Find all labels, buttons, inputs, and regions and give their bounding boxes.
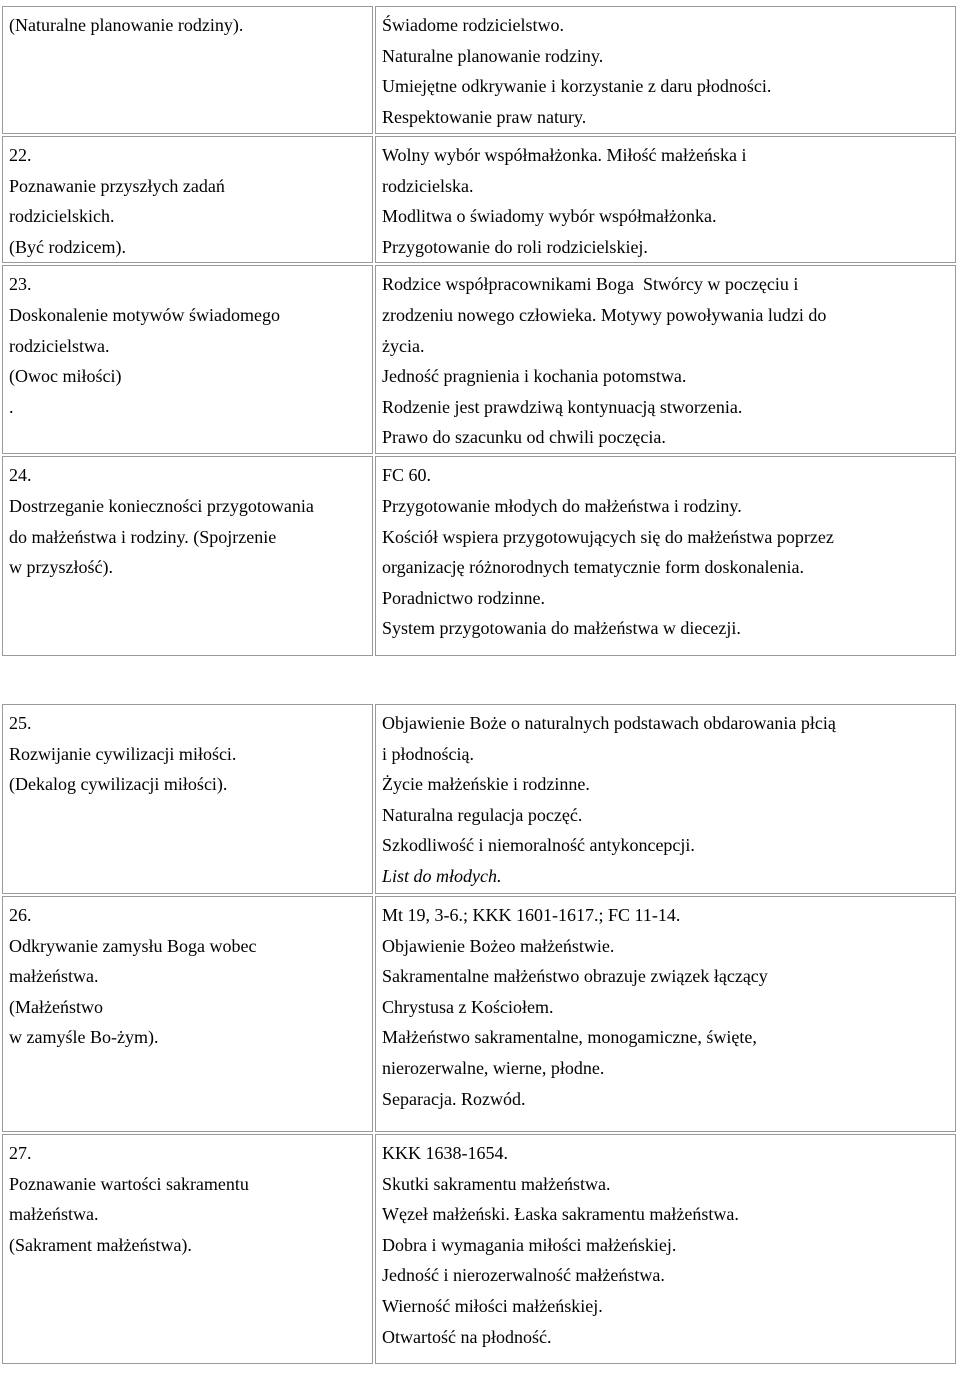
- content-line: Prawo do szacunku od chwili poczęcia.: [382, 427, 666, 448]
- content-line: Mt 19, 3-6.; KKK 1601-1617.; FC 11-14.: [382, 905, 681, 925]
- content-cell: [375, 456, 956, 656]
- content-line: Wierność miłości małżeńskiej.: [382, 1295, 603, 1316]
- content-line: Jedność i nierozerwalność małżeństwa.: [382, 1265, 665, 1286]
- topic-cell: [2, 456, 373, 656]
- content-line: System przygotowania do małżeństwa w diecezji.: [382, 618, 741, 639]
- table-row: [2, 896, 956, 1132]
- content-line: i płodnością.: [382, 743, 474, 764]
- content-cell: [375, 704, 956, 894]
- content-line: rodzicielska.: [382, 175, 474, 196]
- content-line: organizację różnorodnych tematycznie form doskonalenia.: [382, 557, 804, 578]
- content-line: Respektowanie praw natury.: [382, 106, 587, 127]
- topic-line: (Dekalog cywilizacji miłości).: [9, 774, 228, 795]
- content-line: Umiejętne odkrywanie i korzystanie z daru płodności.: [382, 76, 772, 97]
- topic-cell: [2, 896, 373, 1132]
- content-line: Modlitwa o świadomy wybór współmałżonka.: [382, 206, 717, 227]
- content-line: Wolny wybór współmałżonka. Miłość małżeńska i: [382, 145, 747, 165]
- content-line-italic: List do młodych.: [382, 865, 502, 886]
- topic-line: (Być rodzicem).: [9, 236, 126, 257]
- table-row: [2, 136, 956, 263]
- content-line: Naturalna regulacja poczęć.: [382, 804, 583, 825]
- table-row: [2, 456, 956, 656]
- topic-line: 23.: [9, 274, 32, 295]
- content-line: Jedność pragnienia i kochania potomstwa.: [382, 366, 687, 387]
- content-line: Objawienie Boże o naturalnych podstawach obdarowania płcią: [382, 713, 836, 733]
- content-cell: [375, 136, 956, 263]
- topic-line: do małżeństwa i rodziny. (Spojrzenie: [9, 526, 277, 547]
- topic-line: (Małżeństwo: [9, 996, 103, 1017]
- topic-line: Dostrzeganie konieczności przygotowania: [9, 495, 314, 516]
- topic-line: 25.: [9, 713, 32, 733]
- content-line: Przygotowanie do roli rodzicielskiej.: [382, 236, 648, 257]
- topic-line: 27.: [9, 1143, 32, 1163]
- topic-line: 22.: [9, 145, 32, 165]
- topic-cell: [2, 1134, 373, 1364]
- table-row: [2, 1134, 956, 1364]
- topic-line: małżeństwa.: [9, 1204, 99, 1225]
- table-row: [2, 704, 956, 894]
- content-line: Poradnictwo rodzinne.: [382, 587, 545, 608]
- content-line: KKK 1638-1654.: [382, 1143, 508, 1163]
- topic-line: Doskonalenie motywów świadomego: [9, 304, 280, 325]
- content-line: Skutki sakramentu małżeństwa.: [382, 1173, 611, 1194]
- content-line: Szkodliwość i niemoralność antykoncepcji.: [382, 835, 695, 856]
- topic-line: w zamyśle Bo-żym).: [9, 1027, 159, 1048]
- topic-line: Rozwijanie cywilizacji miłości.: [9, 743, 237, 764]
- content-line: Naturalne planowanie rodziny.: [382, 45, 604, 66]
- curriculum-table-bottom: [0, 702, 958, 1366]
- topic-cell: [2, 6, 373, 134]
- content-line: nierozerwalne, wierne, płodne.: [382, 1057, 605, 1078]
- topic-line: (Owoc miłości): [9, 366, 122, 387]
- content-line: Rodzenie jest prawdziwą kontynuacją stworzenia.: [382, 396, 743, 417]
- content-line: Dobra i wymagania miłości małżeńskiej.: [382, 1234, 677, 1255]
- content-line: FC 60.: [382, 465, 432, 486]
- topic-line: (Naturalne planowanie rodziny).: [9, 15, 244, 35]
- topic-line: w przyszłość).: [9, 557, 113, 578]
- content-cell: [375, 896, 956, 1132]
- content-line: Separacja. Rozwód.: [382, 1088, 526, 1109]
- content-line: Węzeł małżeński. Łaska sakramentu małżeństwa.: [382, 1204, 739, 1225]
- content-cell: [375, 6, 956, 134]
- table-row: [2, 6, 956, 134]
- content-line: Sakramentalne małżeństwo obrazuje związek łączący: [382, 966, 768, 987]
- topic-line: 26.: [9, 905, 32, 925]
- topic-line: rodzicielskich.: [9, 206, 115, 227]
- content-line: życia.: [382, 335, 425, 356]
- topic-line: małżeństwa.: [9, 966, 99, 987]
- content-line: Życie małżeńskie i rodzinne.: [382, 774, 590, 795]
- topic-line: (Sakrament małżeństwa).: [9, 1234, 192, 1255]
- topic-cell: [2, 136, 373, 263]
- content-line: Otwartość na płodność.: [382, 1326, 552, 1347]
- topic-line: Poznawanie wartości sakramentu: [9, 1173, 249, 1194]
- content-line: Przygotowanie młodych do małżeństwa i rodziny.: [382, 495, 742, 516]
- topic-line: Odkrywanie zamysłu Boga wobec: [9, 935, 257, 956]
- curriculum-table-top: [0, 4, 958, 658]
- topic-cell: [2, 265, 373, 454]
- content-line: Małżeństwo sakramentalne, monogamiczne, święte,: [382, 1027, 757, 1048]
- content-line: Rodzice współpracownikami Boga Stwórcy w poczęciu i: [382, 274, 799, 295]
- content-line: Objawienie Bożeo małżeństwie.: [382, 935, 615, 956]
- topic-line: Poznawanie przyszłych zadań: [9, 175, 225, 196]
- content-line: Kościół wspiera przygotowujących się do małżeństwa poprzez: [382, 526, 834, 547]
- topic-line: .: [9, 396, 14, 417]
- topic-line: 24.: [9, 465, 32, 486]
- topic-cell: [2, 704, 373, 894]
- content-line: zrodzeniu nowego człowieka. Motywy powoływania ludzi do: [382, 304, 827, 325]
- content-cell: [375, 265, 956, 454]
- topic-line: rodzicielstwa.: [9, 335, 110, 356]
- content-line: Chrystusa z Kościołem.: [382, 996, 554, 1017]
- content-line: Świadome rodzicielstwo.: [382, 15, 564, 35]
- table-row: [2, 265, 956, 454]
- content-cell: [375, 1134, 956, 1364]
